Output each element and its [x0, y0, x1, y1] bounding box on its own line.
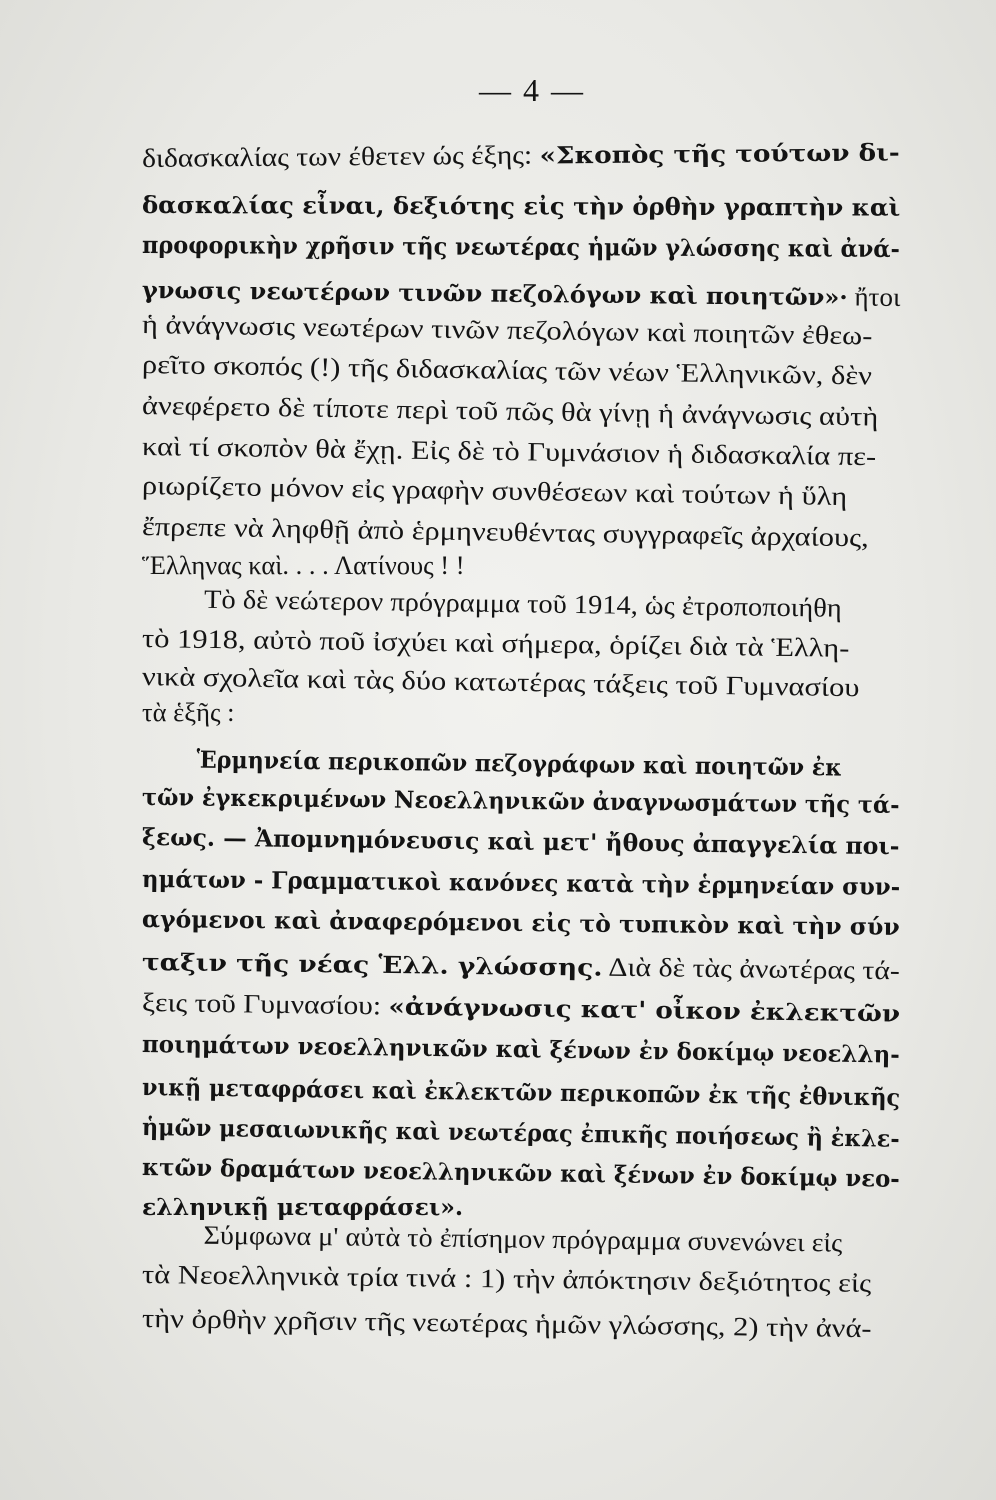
bold-text-segment: γνωσις νεωτέρων τινῶν πεζολόγων καὶ ποιητῶν»·	[141, 276, 848, 312]
text-line	[142, 467, 848, 514]
text-line	[142, 694, 234, 730]
bold-text-segment: ελληνικῇ μεταφράσει».	[142, 1193, 464, 1221]
text-line	[142, 1300, 872, 1346]
text-line	[142, 387, 879, 435]
text-segment: ἔπρεπε νὰ ληφθῇ ἀπὸ ἑρμηνευθέντας συγγραφεῖς ἀρχαίους,	[141, 511, 870, 553]
text-segment: ριωρίζετο μόνον εἰς γραφὴν συνθέσεων καὶ τούτων ἡ ὕλη	[141, 470, 848, 512]
text-line	[142, 346, 872, 393]
text-segment: Τὸ δὲ νεώτερον πρόγραμμα τοῦ 1914, ὡς ἐτροποποιήθη	[203, 583, 842, 623]
text-line	[142, 900, 900, 945]
text-segment: νικὰ σχολεῖα καὶ τὰς δύο κατωτέρας τάξεις τοῦ Γυμνασίου	[141, 661, 860, 703]
bold-text-segment: ημάτων - Γραμματικοὶ κανόνες κατὰ τὴν ἑρμηνείαν συν-	[141, 865, 901, 901]
text-segment: Διὰ δὲ τὰς ἀνωτέρας τά-	[602, 951, 901, 986]
text-line	[142, 818, 900, 864]
bold-text-segment: ξεως. — Ἀπομνημόνευσις καὶ μετ' ἤθους ἀπαγγελία ποι-	[141, 823, 900, 861]
text-line	[142, 984, 901, 1032]
text-segment: καὶ τί σκοπὸν θὰ ἔχῃ. Εἰς δὲ τὸ Γυμνάσιον ἡ διδασκαλία πε-	[141, 431, 877, 472]
text-segment: Σύμφωνα μ' αὐτὰ τὸ ἐπίσημον πρόγραμμα συνενώνει εἰς	[203, 1219, 843, 1258]
bold-text-segment: Ἑρμηνεία περικοπῶν πεζογράφων καὶ ποιητῶν ἐκ	[196, 745, 843, 782]
text-line	[142, 860, 901, 905]
bold-text-segment: «Σκοπὸς τῆς τούτων δι-	[539, 138, 900, 170]
bold-text-segment: προφορικὴν χρῆσιν τῆς νεωτέρας ἡμῶν γλώσσης καὶ ἀνά-	[141, 231, 900, 263]
text-line	[142, 547, 465, 583]
text-segment: Ἕλληνας καὶ. . . . Λατίνους ! !	[142, 550, 465, 580]
text-segment: τὰ ἑξῆς :	[142, 697, 235, 727]
bold-text-segment: ἡμῶν μεσαιωνικῆς καὶ νεωτέρας ἐπικῆς ποιήσεως ἢ ἐκλε-	[141, 1113, 900, 1153]
text-segment: τὰ Νεοελληνικὰ τρία τινά : 1) τὴν ἀπόκτησιν δεξιότητος εἰς	[141, 1259, 872, 1298]
text-segment: ἀνεφέρετο δὲ τίποτε περὶ τοῦ πῶς θὰ γίνῃ ἡ ἀνάγνωσις αὐτὴ	[141, 390, 879, 432]
text-line	[142, 580, 842, 626]
text-segment: τὸ 1918, αὐτὸ ποῦ ἰσχύει καὶ σήμερα, ὁρίζει διὰ τὰ Ἑλλη-	[141, 623, 850, 663]
text-segment: τὴν ὀρθὴν χρῆσιν τῆς νεωτέρας ἡμῶν γλώσσης, 2) τὴν ἀνά-	[141, 1303, 872, 1344]
text-line	[142, 1216, 843, 1261]
bold-text-segment: νικῇ μεταφράσει καὶ ἐκλεκτῶν περικοπῶν ἐκ τῆς ἐθνικῆς	[141, 1073, 901, 1112]
text-segment: διδασκαλίας των έθετεν ώς έξης:	[141, 139, 540, 173]
bold-text-segment: ταξιν τῆς νέας Ἑλλ. γλώσσης.	[141, 948, 603, 982]
bold-text-segment: «ἀνάγνωσις κατ' οἶκον ἐκλεκτῶν	[388, 992, 901, 1028]
text-line	[142, 943, 900, 989]
text-line	[142, 658, 860, 705]
text-line	[142, 428, 877, 474]
bold-text-segment: κτῶν δραμάτων νεοελληνικῶν καὶ ξένων ἐν δοκίμῳ νεο-	[141, 1153, 901, 1193]
text-line	[142, 1025, 900, 1073]
page-number: — 4 —	[479, 72, 585, 108]
text-segment: ξεις τοῦ Γυμνασίου:	[141, 987, 389, 1021]
text-segment: ἤτοι	[847, 281, 901, 312]
text-segment: ἡ ἀνάγνωσις νεωτέρων τινῶν πεζολόγων καὶ ποιητῶν ἐθεω-	[141, 309, 873, 351]
text-line	[142, 1256, 872, 1301]
bold-text-segment: ποιημάτων νεοελληνικῶν καὶ ξένων ἐν δοκίμῳ νεοελλη-	[141, 1030, 900, 1069]
text-line	[142, 186, 900, 226]
text-line	[142, 133, 900, 177]
text-line	[142, 226, 900, 267]
text-segment: ρεῖτο σκοπός (!) τῆς διδασκαλίας τῶν νέων Ἑλληνικῶν, δὲν	[141, 349, 873, 391]
bold-text-segment: αγόμενοι καὶ ἀναφερόμενοι εἰς τὸ τυπικὸν καὶ τὴν σύν	[141, 905, 900, 941]
text-line	[142, 1068, 901, 1116]
text-line	[142, 778, 900, 823]
bold-text-segment: δασκαλίας εἶναι, δεξιότης εἰς τὴν ὀρθὴν γραπτὴν καὶ	[141, 191, 901, 222]
bold-text-segment: τῶν ἐγκεκριμένων Νεοελληνικῶν ἀναγνωσμάτων τῆς τά-	[141, 783, 900, 819]
